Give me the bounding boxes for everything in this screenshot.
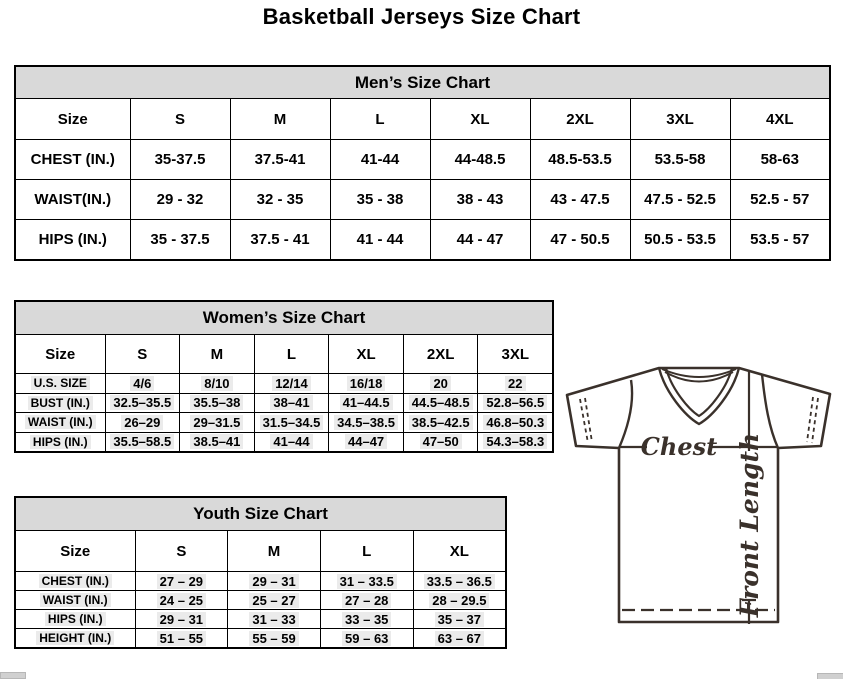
cell-value: 35.5–58.5 [105,432,180,452]
mens-size-table [14,65,831,261]
column-header: S [130,99,230,140]
column-header: L [330,99,430,140]
table-row [15,393,553,413]
row-label: WAIST(IN.) [15,180,130,220]
cell-value: 35.5–38 [180,393,255,413]
cell-value: 33.5 – 36.5 [413,572,506,591]
cell-value: 55 – 59 [228,629,321,649]
cell-value: 50.5 - 53.5 [630,220,730,261]
column-header: M [228,531,321,572]
page-title: Basketball Jerseys Size Chart [262,4,581,29]
cell-value: 32 - 35 [230,180,330,220]
womens-size-table [14,300,554,453]
row-label: CHEST (IN.) [15,572,135,591]
cell-value: 29 – 31 [135,610,228,629]
womens-table-title: Women’s Size Chart [15,301,553,335]
cell-value: 32.5–35.5 [105,393,180,413]
cell-value: 37.5-41 [230,140,330,180]
column-header: Size [15,335,105,374]
column-header: M [180,335,255,374]
cell-value: 43 - 47.5 [530,180,630,220]
table-row [15,220,830,261]
mens-table-title: Men’s Size Chart [15,66,830,99]
row-label: BUST (IN.) [15,393,105,413]
table-row [15,374,553,394]
cell-value: 38 - 43 [430,180,530,220]
cell-value: 35 - 37.5 [130,220,230,261]
row-label: WAIST (IN.) [15,413,105,433]
cell-value: 53.5 - 57 [730,220,830,261]
cell-value: 35 – 37 [413,610,506,629]
cell-value: 25 – 27 [228,591,321,610]
cell-value: 27 – 29 [135,572,228,591]
cell-value: 41–44 [254,432,329,452]
cell-value: 12/14 [254,374,329,394]
column-header: Size [15,99,130,140]
column-header: XL [329,335,404,374]
cell-value: 44–47 [329,432,404,452]
column-header-row [15,99,830,140]
cell-value: 38.5–41 [180,432,255,452]
column-header: XL [430,99,530,140]
cell-value: 8/10 [180,374,255,394]
table-row [15,610,506,629]
cell-value: 22 [478,374,553,394]
column-header: S [105,335,180,374]
cell-value: 35-37.5 [130,140,230,180]
cell-value: 44.5–48.5 [403,393,478,413]
column-header: XL [413,531,506,572]
cell-value: 47.5 - 52.5 [630,180,730,220]
table-row [15,180,830,220]
horizontal-scrollbar-right[interactable] [817,673,843,679]
column-header: 3XL [478,335,553,374]
youth-size-table [14,496,507,649]
jersey-measurement-diagram [553,358,840,674]
cell-value: 41-44 [330,140,430,180]
cell-value: 29 - 32 [130,180,230,220]
cell-value: 51 – 55 [135,629,228,649]
youth-table-title: Youth Size Chart [15,497,506,531]
cell-value: 41 - 44 [330,220,430,261]
horizontal-scrollbar-left[interactable] [0,672,26,679]
table-row [15,591,506,610]
table-row [15,140,830,180]
cell-value: 58-63 [730,140,830,180]
column-header-row [15,335,553,374]
cell-value: 37.5 - 41 [230,220,330,261]
chest-label: Chest [640,432,718,461]
cell-value: 33 – 35 [320,610,413,629]
cell-value: 29 – 31 [228,572,321,591]
cell-value: 28 – 29.5 [413,591,506,610]
table-row [15,572,506,591]
cell-value: 4/6 [105,374,180,394]
column-header: Size [15,531,135,572]
cell-value: 29–31.5 [180,413,255,433]
column-header: M [230,99,330,140]
column-header: L [254,335,329,374]
cell-value: 35 - 38 [330,180,430,220]
row-label: HEIGHT (IN.) [15,629,135,649]
cell-value: 31 – 33 [228,610,321,629]
table-row [15,432,553,452]
column-header: 3XL [630,99,730,140]
row-label: U.S. SIZE [15,374,105,394]
cell-value: 16/18 [329,374,404,394]
table-row [15,629,506,649]
cell-value: 44-48.5 [430,140,530,180]
column-header: 4XL [730,99,830,140]
row-label: HIPS (IN.) [15,610,135,629]
cell-value: 44 - 47 [430,220,530,261]
cell-value: 26–29 [105,413,180,433]
cell-value: 34.5–38.5 [329,413,404,433]
cell-value: 53.5-58 [630,140,730,180]
table-row [15,413,553,433]
cell-value: 48.5-53.5 [530,140,630,180]
row-label: HIPS (IN.) [15,432,105,452]
column-header: S [135,531,228,572]
front-length-label: Front Length [735,432,764,618]
column-header: 2XL [530,99,630,140]
row-label: CHEST (IN.) [15,140,130,180]
row-label: HIPS (IN.) [15,220,130,261]
cell-value: 41–44.5 [329,393,404,413]
cell-value: 52.8–56.5 [478,393,553,413]
column-header: L [320,531,413,572]
cell-value: 31 – 33.5 [320,572,413,591]
column-header: 2XL [403,335,478,374]
cell-value: 24 – 25 [135,591,228,610]
cell-value: 52.5 - 57 [730,180,830,220]
cell-value: 27 – 28 [320,591,413,610]
cell-value: 59 – 63 [320,629,413,649]
cell-value: 46.8–50.3 [478,413,553,433]
cell-value: 63 – 67 [413,629,506,649]
row-label: WAIST (IN.) [15,591,135,610]
column-header-row [15,531,506,572]
cell-value: 54.3–58.3 [478,432,553,452]
cell-value: 47 - 50.5 [530,220,630,261]
cell-value: 38–41 [254,393,329,413]
cell-value: 20 [403,374,478,394]
cell-value: 38.5–42.5 [403,413,478,433]
jersey-outline [567,368,830,622]
cell-value: 47–50 [403,432,478,452]
cell-value: 31.5–34.5 [254,413,329,433]
